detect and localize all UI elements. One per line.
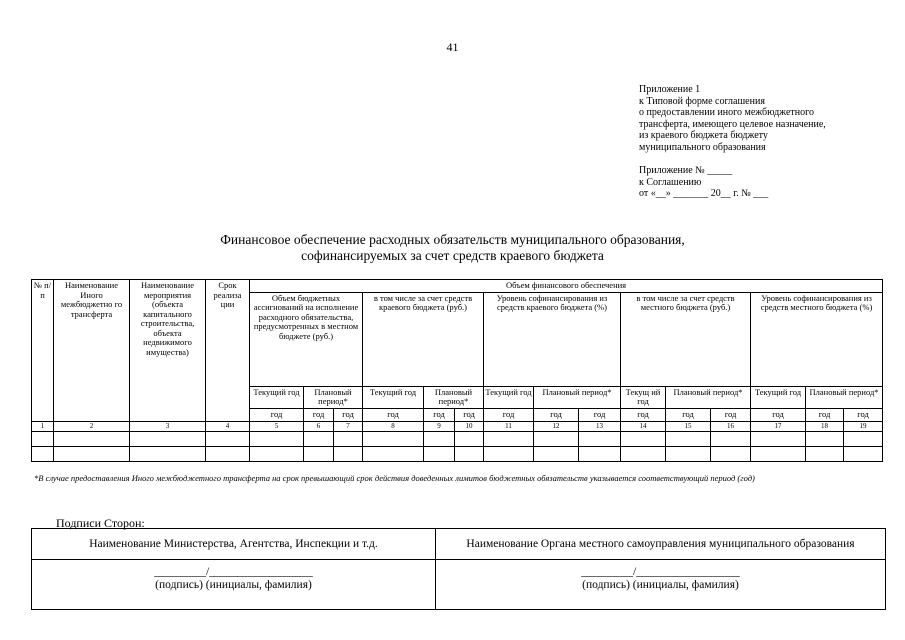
table-cell[interactable] bbox=[455, 446, 484, 461]
table-cell[interactable] bbox=[806, 446, 844, 461]
table-cell[interactable] bbox=[534, 431, 579, 446]
table-cell[interactable] bbox=[711, 446, 751, 461]
header-year: год bbox=[751, 408, 806, 421]
appendix-line: трансферта, имеющего целевое назначение, bbox=[639, 118, 826, 130]
table-cell[interactable] bbox=[534, 446, 579, 461]
table-cell[interactable] bbox=[130, 446, 206, 461]
table-cell[interactable] bbox=[334, 431, 363, 446]
table-cell[interactable] bbox=[130, 431, 206, 446]
header-year: год bbox=[304, 408, 334, 421]
column-number: 10 bbox=[455, 421, 484, 431]
column-number: 9 bbox=[424, 421, 455, 431]
header-group-title: Объем финансового обеспечения bbox=[250, 280, 883, 293]
column-number: 3 bbox=[130, 421, 206, 431]
header-year: год bbox=[334, 408, 363, 421]
appendix-block bbox=[639, 84, 826, 200]
table-cell[interactable] bbox=[751, 431, 806, 446]
signature-cell-municipality[interactable] bbox=[436, 560, 886, 610]
table-cell[interactable] bbox=[32, 431, 54, 446]
signature-cell-ministry[interactable] bbox=[32, 560, 436, 610]
table-cell[interactable] bbox=[579, 446, 621, 461]
appendix-line: о предоставлении иного межбюджетного bbox=[639, 107, 814, 118]
header-transfer: Наименование Иного межбюджетно го трансферта bbox=[54, 280, 130, 422]
table-cell[interactable] bbox=[304, 431, 334, 446]
column-number: 15 bbox=[666, 421, 711, 431]
table-cell[interactable] bbox=[424, 431, 455, 446]
table-cell[interactable] bbox=[334, 446, 363, 461]
table-cell[interactable] bbox=[579, 431, 621, 446]
header-planned: Плановый период* bbox=[666, 386, 751, 408]
header-year: год bbox=[250, 408, 304, 421]
header-year: год bbox=[579, 408, 621, 421]
header-year: год bbox=[711, 408, 751, 421]
title-line-1: Финансовое обеспечение расходных обязательств муниципального образования, bbox=[220, 232, 685, 247]
table-cell[interactable] bbox=[54, 446, 130, 461]
header-planned: Плановый период* bbox=[304, 386, 363, 408]
header-planned: Плановый период* bbox=[534, 386, 621, 408]
column-number: 18 bbox=[806, 421, 844, 431]
header-current: Текущий год bbox=[363, 386, 424, 408]
column-number: 13 bbox=[579, 421, 621, 431]
table-cell[interactable] bbox=[304, 446, 334, 461]
signatures-label: Подписи Сторон: bbox=[56, 516, 145, 530]
table-cell[interactable] bbox=[424, 446, 455, 461]
header-group: в том числе за счет средств местного бюджета (руб.) bbox=[621, 292, 751, 386]
table-cell[interactable] bbox=[621, 431, 666, 446]
header-year: год bbox=[666, 408, 711, 421]
header-year: год bbox=[534, 408, 579, 421]
header-year: год bbox=[484, 408, 534, 421]
header-planned: Плановый период* bbox=[424, 386, 484, 408]
table-cell[interactable] bbox=[206, 431, 250, 446]
header-year: год bbox=[424, 408, 455, 421]
header-planned: Плановый период* bbox=[806, 386, 883, 408]
table-cell[interactable] bbox=[666, 431, 711, 446]
header-group: Объем бюджетных ассигнований на исполнение расходного обязательства, предусмотренных в местном бюджете (руб.) bbox=[250, 292, 363, 386]
column-number: 12 bbox=[534, 421, 579, 431]
table-cell[interactable] bbox=[666, 446, 711, 461]
table-cell[interactable] bbox=[206, 446, 250, 461]
financing-table bbox=[31, 279, 883, 462]
header-year: год bbox=[455, 408, 484, 421]
table-cell[interactable] bbox=[844, 446, 883, 461]
table-cell[interactable] bbox=[363, 446, 424, 461]
page-number: 41 bbox=[446, 40, 459, 54]
signature-header-municipality: Наименование Органа местного самоуправления муниципального образования bbox=[436, 529, 886, 560]
column-number: 19 bbox=[844, 421, 883, 431]
footnote: *В случае предоставления Иного межбюджетного трансферта на срок превышающий срок действия доведенных лимитов бюджетных обязательств указывается соответствующий период (год) bbox=[34, 473, 755, 483]
document-title bbox=[0, 232, 905, 264]
column-numbers-row bbox=[32, 421, 883, 431]
column-number: 4 bbox=[206, 421, 250, 431]
header-num: № п/ п bbox=[32, 280, 54, 422]
header-current: Текущий год bbox=[250, 386, 304, 408]
appendix-line: к Типовой форме соглашения bbox=[639, 95, 765, 107]
header-year: год bbox=[806, 408, 844, 421]
table-cell[interactable] bbox=[751, 446, 806, 461]
table-cell[interactable] bbox=[844, 431, 883, 446]
column-number: 11 bbox=[484, 421, 534, 431]
table-cell[interactable] bbox=[621, 446, 666, 461]
table-cell[interactable] bbox=[363, 431, 424, 446]
column-number: 1 bbox=[32, 421, 54, 431]
column-number: 5 bbox=[250, 421, 304, 431]
signature-header-ministry: Наименование Министерства, Агентства, Инспекции и т.д. bbox=[32, 529, 436, 560]
header-year: год bbox=[621, 408, 666, 421]
table-cell[interactable] bbox=[455, 431, 484, 446]
header-year: год bbox=[844, 408, 883, 421]
appendix-line: к Соглашению bbox=[639, 176, 702, 188]
column-number: 6 bbox=[304, 421, 334, 431]
header-group: в том числе за счет средств краевого бюджета (руб.) bbox=[363, 292, 484, 386]
appendix-line: из краевого бюджета бюджету bbox=[639, 130, 768, 141]
appendix-line: муниципального образования bbox=[639, 141, 766, 153]
table-cell[interactable] bbox=[32, 446, 54, 461]
header-year: год bbox=[363, 408, 424, 421]
column-number: 8 bbox=[363, 421, 424, 431]
signature-line: _________/__________________ bbox=[154, 566, 313, 578]
header-group: Уровень софинансирования из средств местного бюджета (%) bbox=[751, 292, 883, 386]
header-term: Срок реализа ции bbox=[206, 280, 250, 422]
title-line-2: софинансируемых за счет средств краевого бюджета bbox=[301, 248, 604, 263]
header-group: Уровень софинансирования из средств краевого бюджета (%) bbox=[484, 292, 621, 386]
header-event: Наименование мероприятия (объекта капитального строительства, объекта недвижимого имущества) bbox=[130, 280, 206, 422]
signature-caption: (подпись) (инициалы, фамилия) bbox=[155, 579, 312, 591]
table-row bbox=[32, 446, 883, 461]
table-cell[interactable] bbox=[54, 431, 130, 446]
header-current: Текущий год bbox=[484, 386, 534, 408]
signatures-table bbox=[31, 528, 886, 610]
signature-line: _________/__________________ bbox=[581, 566, 740, 578]
column-number: 2 bbox=[54, 421, 130, 431]
appendix-line: Приложение № _____ bbox=[639, 165, 733, 176]
header-current: Текущий год bbox=[751, 386, 806, 408]
column-number: 7 bbox=[334, 421, 363, 431]
column-number: 16 bbox=[711, 421, 751, 431]
table-cell[interactable] bbox=[711, 431, 751, 446]
appendix-line: Приложение 1 bbox=[639, 84, 701, 95]
table-cell[interactable] bbox=[484, 431, 534, 446]
table-cell[interactable] bbox=[484, 446, 534, 461]
table-cell[interactable] bbox=[250, 446, 304, 461]
table-cell[interactable] bbox=[806, 431, 844, 446]
header-current: Текущ ий год bbox=[621, 386, 666, 408]
column-number: 17 bbox=[751, 421, 806, 431]
table-row bbox=[32, 431, 883, 446]
table-cell[interactable] bbox=[250, 431, 304, 446]
signature-caption: (подпись) (инициалы, фамилия) bbox=[582, 579, 739, 591]
appendix-line: от «__» _______ 20__ г. № ___ bbox=[639, 188, 769, 199]
column-number: 14 bbox=[621, 421, 666, 431]
